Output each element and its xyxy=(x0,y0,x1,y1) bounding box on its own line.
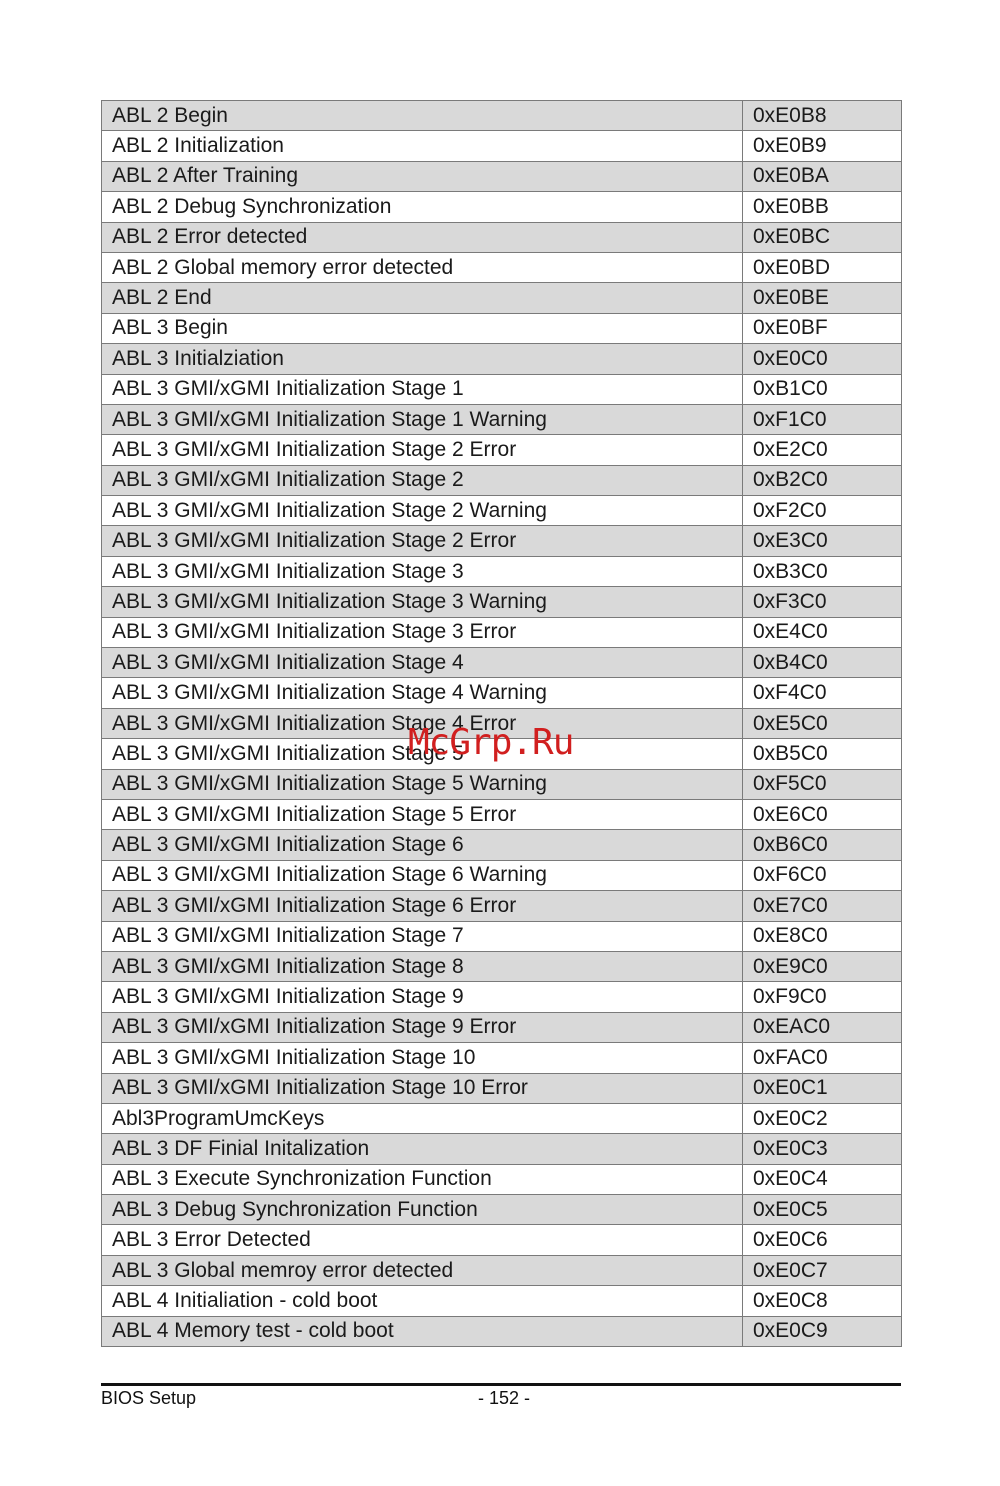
step-description-cell: ABL 3 GMI/xGMI Initialization Stage 1 Warning xyxy=(102,404,743,434)
table-row xyxy=(102,799,902,829)
step-description-cell: ABL 2 Debug Synchronization xyxy=(102,192,743,222)
post-code-cell: 0xF1C0 xyxy=(743,404,902,434)
table-row xyxy=(102,192,902,222)
step-description-cell: ABL 3 Debug Synchronization Function xyxy=(102,1195,743,1225)
table-row xyxy=(102,587,902,617)
post-code-cell: 0xF3C0 xyxy=(743,587,902,617)
post-code-cell: 0xF2C0 xyxy=(743,496,902,526)
step-description-cell: ABL 3 GMI/xGMI Initialization Stage 5 Error xyxy=(102,799,743,829)
post-code-cell: 0xE9C0 xyxy=(743,951,902,981)
post-code-cell: 0xB3C0 xyxy=(743,556,902,586)
table-row xyxy=(102,313,902,343)
table-row xyxy=(102,101,902,131)
step-description-cell: ABL 4 Initialiation - cold boot xyxy=(102,1286,743,1316)
post-code-cell: 0xE0C5 xyxy=(743,1195,902,1225)
table-row xyxy=(102,1043,902,1073)
table-row xyxy=(102,526,902,556)
post-code-cell: 0xEAC0 xyxy=(743,1012,902,1042)
step-description-cell: ABL 2 Error detected xyxy=(102,222,743,252)
table-row xyxy=(102,860,902,890)
table-row xyxy=(102,1255,902,1285)
post-code-cell: 0xF9C0 xyxy=(743,982,902,1012)
post-code-cell: 0xB6C0 xyxy=(743,830,902,860)
post-code-cell: 0xE0BB xyxy=(743,192,902,222)
footer-divider xyxy=(101,1383,901,1386)
step-description-cell: ABL 3 GMI/xGMI Initialization Stage 1 xyxy=(102,374,743,404)
table-row xyxy=(102,951,902,981)
step-description-cell: ABL 4 Memory test - cold boot xyxy=(102,1316,743,1346)
post-code-cell: 0xF4C0 xyxy=(743,678,902,708)
post-code-cell: 0xE8C0 xyxy=(743,921,902,951)
post-code-cell: 0xB1C0 xyxy=(743,374,902,404)
table-row xyxy=(102,222,902,252)
post-code-cell: 0xE0C3 xyxy=(743,1134,902,1164)
table-row xyxy=(102,404,902,434)
table-row xyxy=(102,1316,902,1346)
post-code-cell: 0xE5C0 xyxy=(743,708,902,738)
post-code-cell: 0xE0C6 xyxy=(743,1225,902,1255)
step-description-cell: ABL 2 Global memory error detected xyxy=(102,252,743,282)
post-code-cell: 0xE0BC xyxy=(743,222,902,252)
step-description-cell: ABL 3 Error Detected xyxy=(102,1225,743,1255)
step-description-cell: ABL 3 GMI/xGMI Initialization Stage 9 Error xyxy=(102,1012,743,1042)
step-description-cell: ABL 3 Global memroy error detected xyxy=(102,1255,743,1285)
table-row xyxy=(102,1134,902,1164)
post-code-cell: 0xE0C7 xyxy=(743,1255,902,1285)
post-code-cell: 0xE0BA xyxy=(743,161,902,191)
post-code-cell: 0xE0C2 xyxy=(743,1103,902,1133)
footer-section-title: BIOS Setup xyxy=(101,1388,197,1408)
table-row xyxy=(102,252,902,282)
step-description-cell: ABL 3 GMI/xGMI Initialization Stage 5 xyxy=(102,739,743,769)
post-code-cell: 0xE6C0 xyxy=(743,799,902,829)
post-code-cell: 0xF5C0 xyxy=(743,769,902,799)
table-row xyxy=(102,496,902,526)
table-row xyxy=(102,1225,902,1255)
post-code-cell: 0xE0BF xyxy=(743,313,902,343)
table-row xyxy=(102,344,902,374)
post-code-cell: 0xE0C0 xyxy=(743,344,902,374)
post-code-cell: 0xE0C4 xyxy=(743,1164,902,1194)
step-description-cell: ABL 3 Execute Synchronization Function xyxy=(102,1164,743,1194)
post-code-cell: 0xE0C8 xyxy=(743,1286,902,1316)
step-description-cell: ABL 3 Initialziation xyxy=(102,344,743,374)
table-row xyxy=(102,1073,902,1103)
step-description-cell: ABL 2 Begin xyxy=(102,101,743,131)
step-description-cell: ABL 3 GMI/xGMI Initialization Stage 10 xyxy=(102,1043,743,1073)
table-row xyxy=(102,435,902,465)
step-description-cell: ABL 3 GMI/xGMI Initialization Stage 3 Warning xyxy=(102,587,743,617)
table-row xyxy=(102,617,902,647)
table-row xyxy=(102,769,902,799)
post-code-cell: 0xE0BD xyxy=(743,252,902,282)
table-row xyxy=(102,830,902,860)
table-row xyxy=(102,374,902,404)
step-description-cell: ABL 3 GMI/xGMI Initialization Stage 3 Error xyxy=(102,617,743,647)
step-description-cell: ABL 3 GMI/xGMI Initialization Stage 3 xyxy=(102,556,743,586)
table-row xyxy=(102,1286,902,1316)
table-row xyxy=(102,921,902,951)
post-code-cell: 0xE0BE xyxy=(743,283,902,313)
step-description-cell: ABL 2 Initialization xyxy=(102,131,743,161)
table-row xyxy=(102,1164,902,1194)
step-description-cell: ABL 3 GMI/xGMI Initialization Stage 9 xyxy=(102,982,743,1012)
step-description-cell: ABL 3 GMI/xGMI Initialization Stage 6 xyxy=(102,830,743,860)
step-description-cell: ABL 2 End xyxy=(102,283,743,313)
step-description-cell: ABL 3 GMI/xGMI Initialization Stage 10 Error xyxy=(102,1073,743,1103)
step-description-cell: ABL 3 GMI/xGMI Initialization Stage 5 Warning xyxy=(102,769,743,799)
step-description-cell: ABL 3 GMI/xGMI Initialization Stage 4 Warning xyxy=(102,678,743,708)
step-description-cell: ABL 3 Begin xyxy=(102,313,743,343)
watermark-logo: McGrp.Ru xyxy=(408,722,574,763)
step-description-cell: ABL 3 GMI/xGMI Initialization Stage 6 Error xyxy=(102,891,743,921)
step-description-cell: ABL 3 DF Finial Initalization xyxy=(102,1134,743,1164)
post-code-cell: 0xB2C0 xyxy=(743,465,902,495)
post-code-cell: 0xE7C0 xyxy=(743,891,902,921)
step-description-cell: ABL 3 GMI/xGMI Initialization Stage 4 xyxy=(102,648,743,678)
post-code-cell: 0xE0C1 xyxy=(743,1073,902,1103)
table-row xyxy=(102,648,902,678)
page-number: - 152 - xyxy=(478,1388,531,1408)
table-row xyxy=(102,1012,902,1042)
table-row xyxy=(102,1195,902,1225)
table-row xyxy=(102,283,902,313)
table-row xyxy=(102,161,902,191)
table-row xyxy=(102,465,902,495)
table-row xyxy=(102,1103,902,1133)
step-description-cell: Abl3ProgramUmcKeys xyxy=(102,1103,743,1133)
step-description-cell: ABL 3 GMI/xGMI Initialization Stage 2 Error xyxy=(102,526,743,556)
post-code-cell: 0xFAC0 xyxy=(743,1043,902,1073)
table-row xyxy=(102,891,902,921)
post-code-cell: 0xE0B8 xyxy=(743,101,902,131)
step-description-cell: ABL 3 GMI/xGMI Initialization Stage 4 Error xyxy=(102,708,743,738)
post-code-cell: 0xE4C0 xyxy=(743,617,902,647)
step-description-cell: ABL 3 GMI/xGMI Initialization Stage 6 Warning xyxy=(102,860,743,890)
post-code-cell: 0xF6C0 xyxy=(743,860,902,890)
table-row xyxy=(102,131,902,161)
post-code-cell: 0xE0B9 xyxy=(743,131,902,161)
post-code-cell: 0xE2C0 xyxy=(743,435,902,465)
table-row xyxy=(102,982,902,1012)
step-description-cell: ABL 3 GMI/xGMI Initialization Stage 2 Error xyxy=(102,435,743,465)
post-code-cell: 0xE0C9 xyxy=(743,1316,902,1346)
post-code-cell: 0xB4C0 xyxy=(743,648,902,678)
step-description-cell: ABL 3 GMI/xGMI Initialization Stage 2 Warning xyxy=(102,496,743,526)
table-row xyxy=(102,556,902,586)
step-description-cell: ABL 3 GMI/xGMI Initialization Stage 7 xyxy=(102,921,743,951)
step-description-cell: ABL 3 GMI/xGMI Initialization Stage 2 xyxy=(102,465,743,495)
step-description-cell: ABL 3 GMI/xGMI Initialization Stage 8 xyxy=(102,951,743,981)
post-code-cell: 0xE3C0 xyxy=(743,526,902,556)
post-code-cell: 0xB5C0 xyxy=(743,739,902,769)
step-description-cell: ABL 2 After Training xyxy=(102,161,743,191)
table-row xyxy=(102,678,902,708)
